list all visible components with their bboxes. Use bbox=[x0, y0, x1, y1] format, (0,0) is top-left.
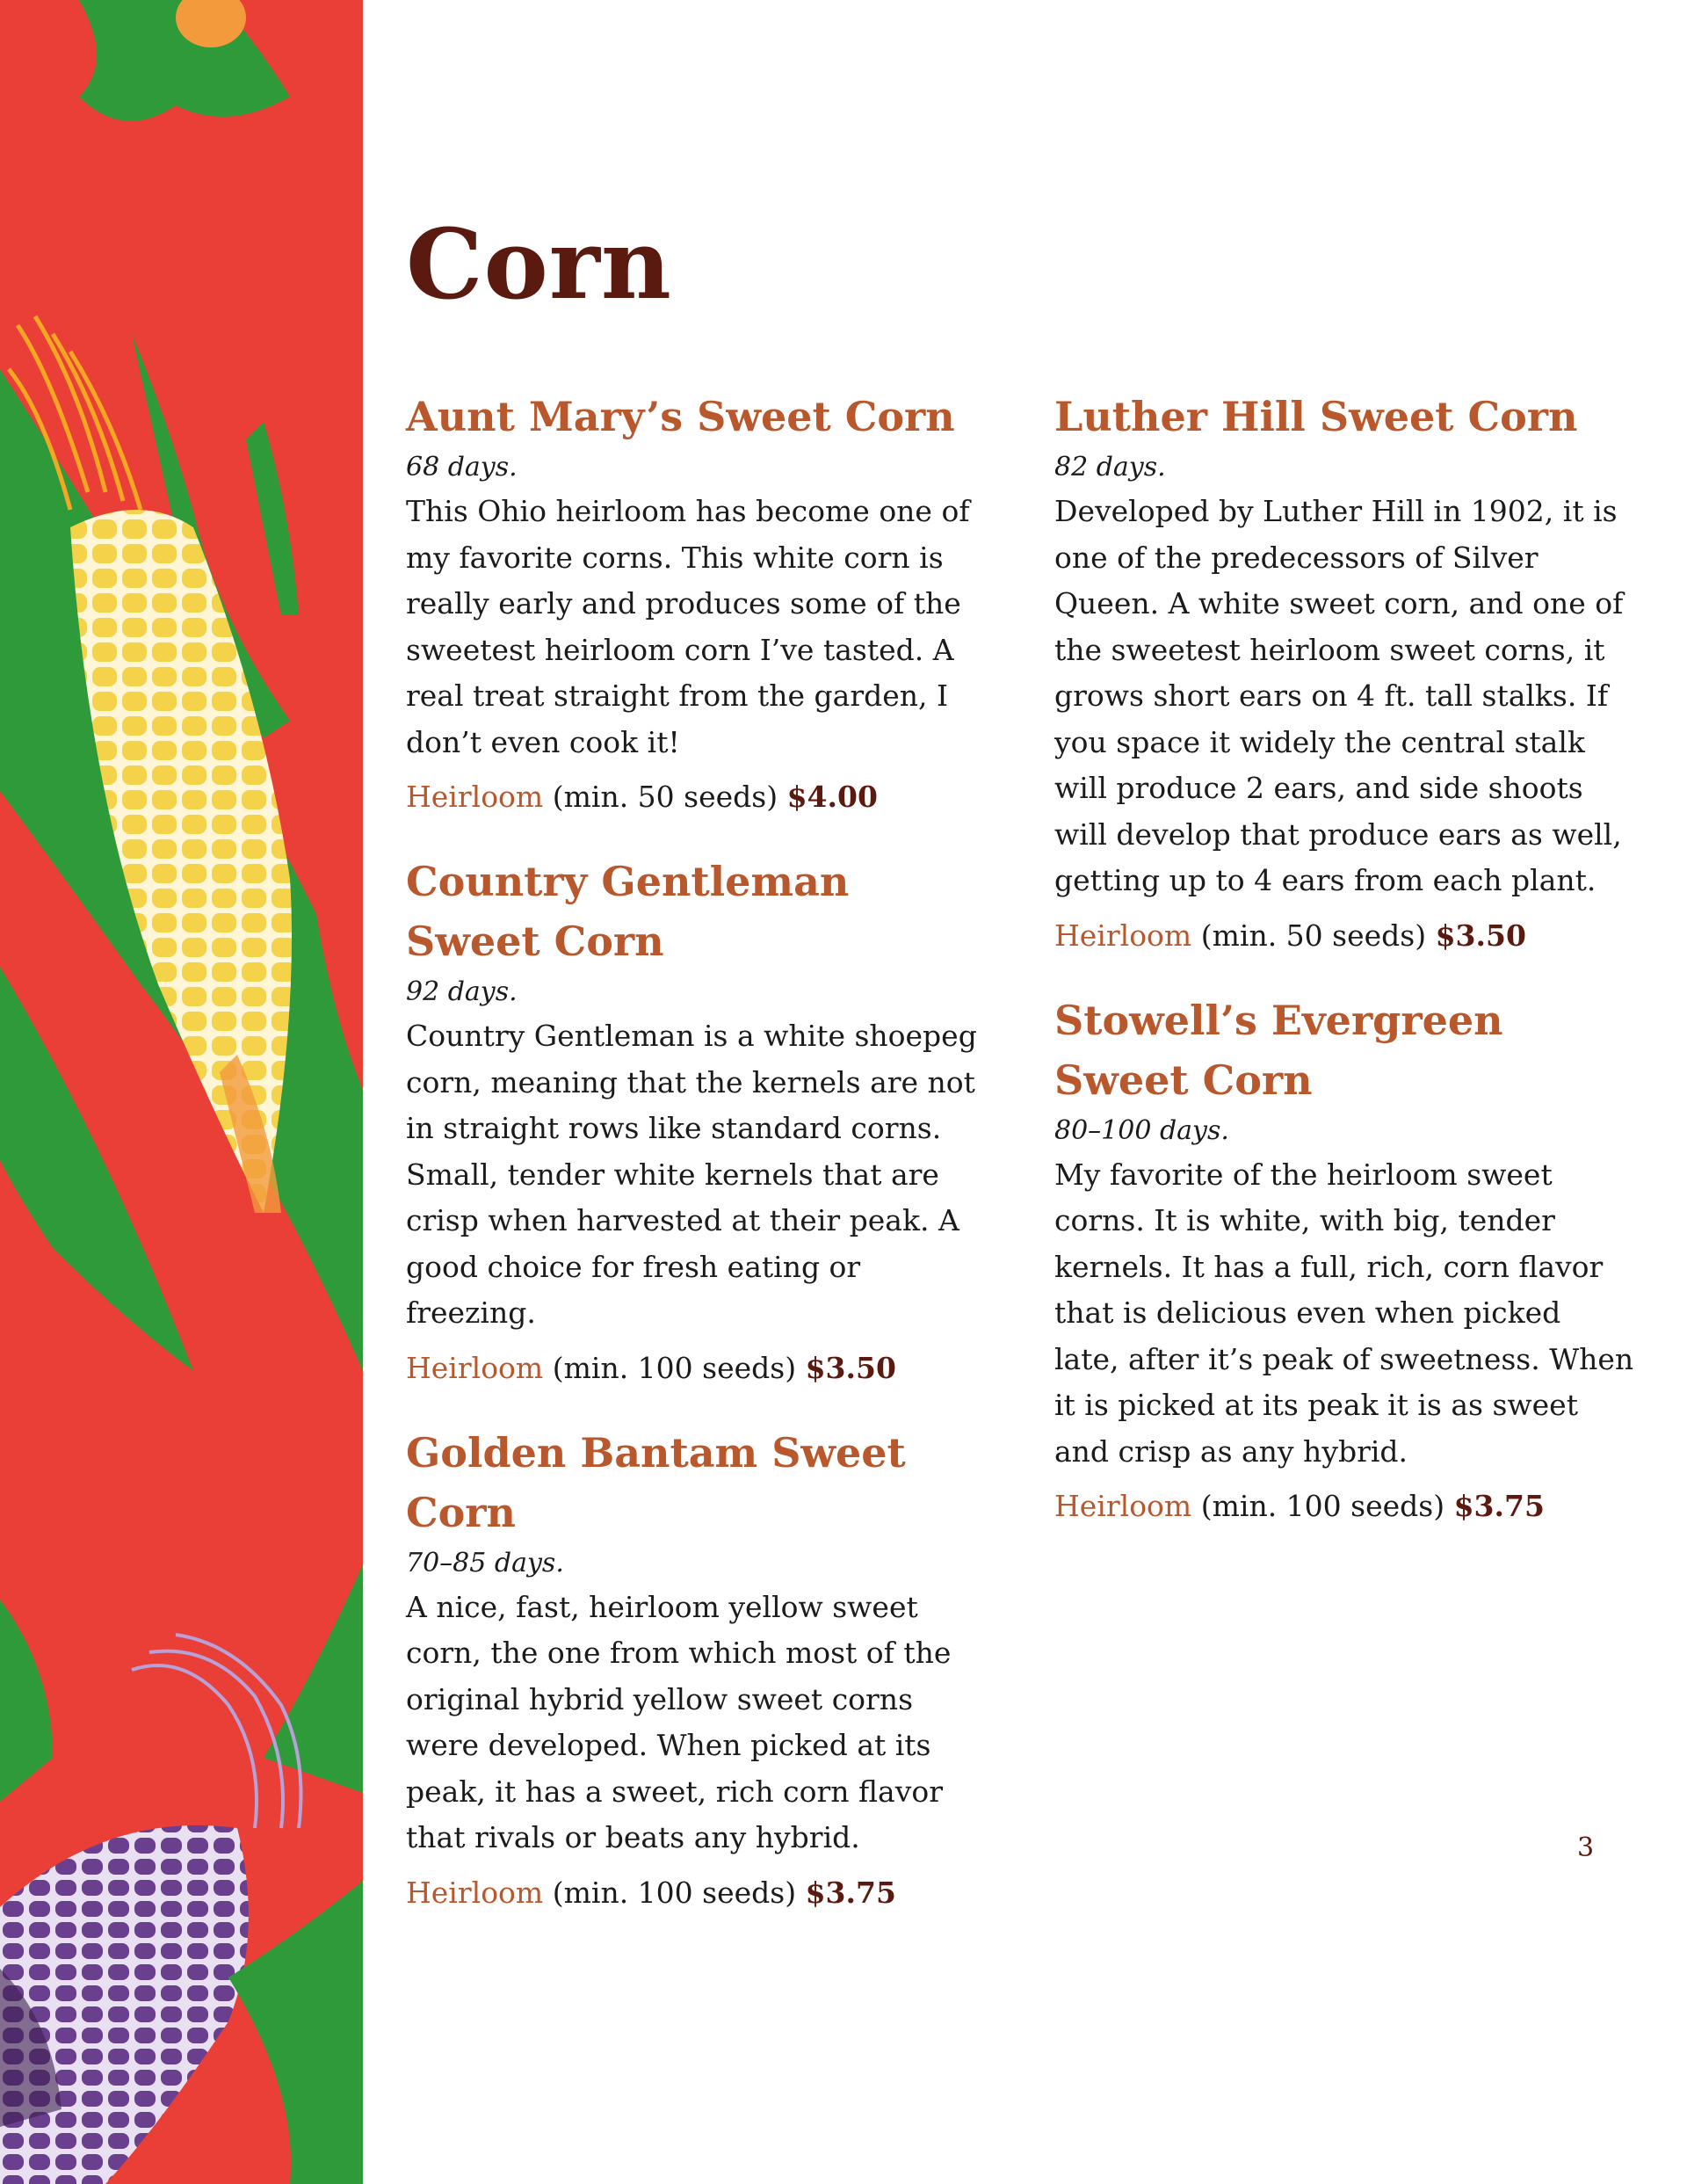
product-type: Heirloom bbox=[1054, 918, 1192, 953]
product-price: $3.50 bbox=[1435, 918, 1526, 953]
right-column bbox=[1054, 387, 1634, 1561]
page-number: 3 bbox=[1577, 1832, 1595, 1863]
price-line bbox=[406, 774, 986, 820]
product-price: $3.75 bbox=[1453, 1489, 1545, 1523]
product-days: 92 days. bbox=[406, 976, 518, 1007]
product-name: Aunt Mary’s Sweet Corn bbox=[406, 393, 955, 440]
product-days: 70–85 days. bbox=[406, 1547, 564, 1578]
product-quantity: (min. 50 seeds) bbox=[552, 780, 778, 814]
product-type: Heirloom bbox=[1054, 1489, 1192, 1523]
product-description: A nice, fast, heirloom yellow sweet corn, the one from which most of the original hybrid yellow sweet corns were developed. When picked at its peak, it has a sweet, rich corn flavor that rivals or beats any hybrid. bbox=[406, 1589, 952, 1854]
product-days: 82 days. bbox=[1054, 452, 1166, 483]
product-description: This Ohio heirloom has become one of my favorite corns. This white corn is really early and produces some of the sweetest heirloom corn I’ve tasted. A real treat straight from the garden, I don’t even cook it! bbox=[406, 494, 970, 759]
corn-illustration-icon bbox=[0, 0, 363, 2184]
product-entry bbox=[1054, 387, 1634, 959]
product-description: My favorite of the heirloom sweet corns. It is white, with big, tender kernels. It has a full, rich, corn flavor that is delicious even when picked late, after it’s peak of sweetness. When it is picked at its peak it is as sweet and crisp as any hybrid. bbox=[1054, 1157, 1634, 1469]
product-price: $4.00 bbox=[786, 780, 878, 814]
product-name: Luther Hill Sweet Corn bbox=[1054, 393, 1578, 440]
product-description: Developed by Luther Hill in 1902, it is one of the predecessors of Silver Queen. A white sweet corn, and one of the sweetest heirloom sweet corns, it grows short ears on 4 ft. tall stalks. If you space it widely the central stalk will produce 2 ears, and side shoots will develop that produce ears as well, getting up to 4 ears from each plant. bbox=[1054, 494, 1624, 897]
product-days: 68 days. bbox=[406, 452, 518, 483]
price-line bbox=[406, 1870, 986, 1916]
product-name: Golden Bantam Sweet Corn bbox=[406, 1428, 906, 1536]
page-title: Corn bbox=[406, 207, 672, 321]
product-entry bbox=[1054, 990, 1634, 1530]
product-description: Country Gentleman is a white shoepeg corn, meaning that the kernels are not in straight rows like standard corns. Small, tender white kernels that are crisp when harvested at their peak. A good choice for fresh eating or freezing. bbox=[406, 1019, 977, 1330]
price-line bbox=[1054, 1484, 1634, 1529]
product-name: Country Gentleman Sweet Corn bbox=[406, 858, 850, 965]
product-name: Stowell’s Evergreen Sweet Corn bbox=[1054, 996, 1503, 1104]
product-quantity: (min. 100 seeds) bbox=[552, 1875, 797, 1910]
left-column bbox=[406, 387, 986, 1948]
product-quantity: (min. 100 seeds) bbox=[552, 1350, 797, 1385]
product-quantity: (min. 50 seeds) bbox=[1200, 918, 1427, 953]
product-entry bbox=[406, 852, 986, 1391]
product-price: $3.75 bbox=[805, 1875, 896, 1910]
product-type: Heirloom bbox=[406, 1875, 544, 1910]
product-type: Heirloom bbox=[406, 780, 544, 814]
product-entry bbox=[406, 387, 986, 820]
product-days: 80–100 days. bbox=[1054, 1114, 1229, 1146]
price-line bbox=[1054, 913, 1634, 959]
product-quantity: (min. 100 seeds) bbox=[1200, 1489, 1445, 1523]
product-price: $3.50 bbox=[805, 1350, 896, 1385]
product-entry bbox=[406, 1423, 986, 1916]
price-line bbox=[406, 1346, 986, 1391]
product-type: Heirloom bbox=[406, 1350, 544, 1385]
